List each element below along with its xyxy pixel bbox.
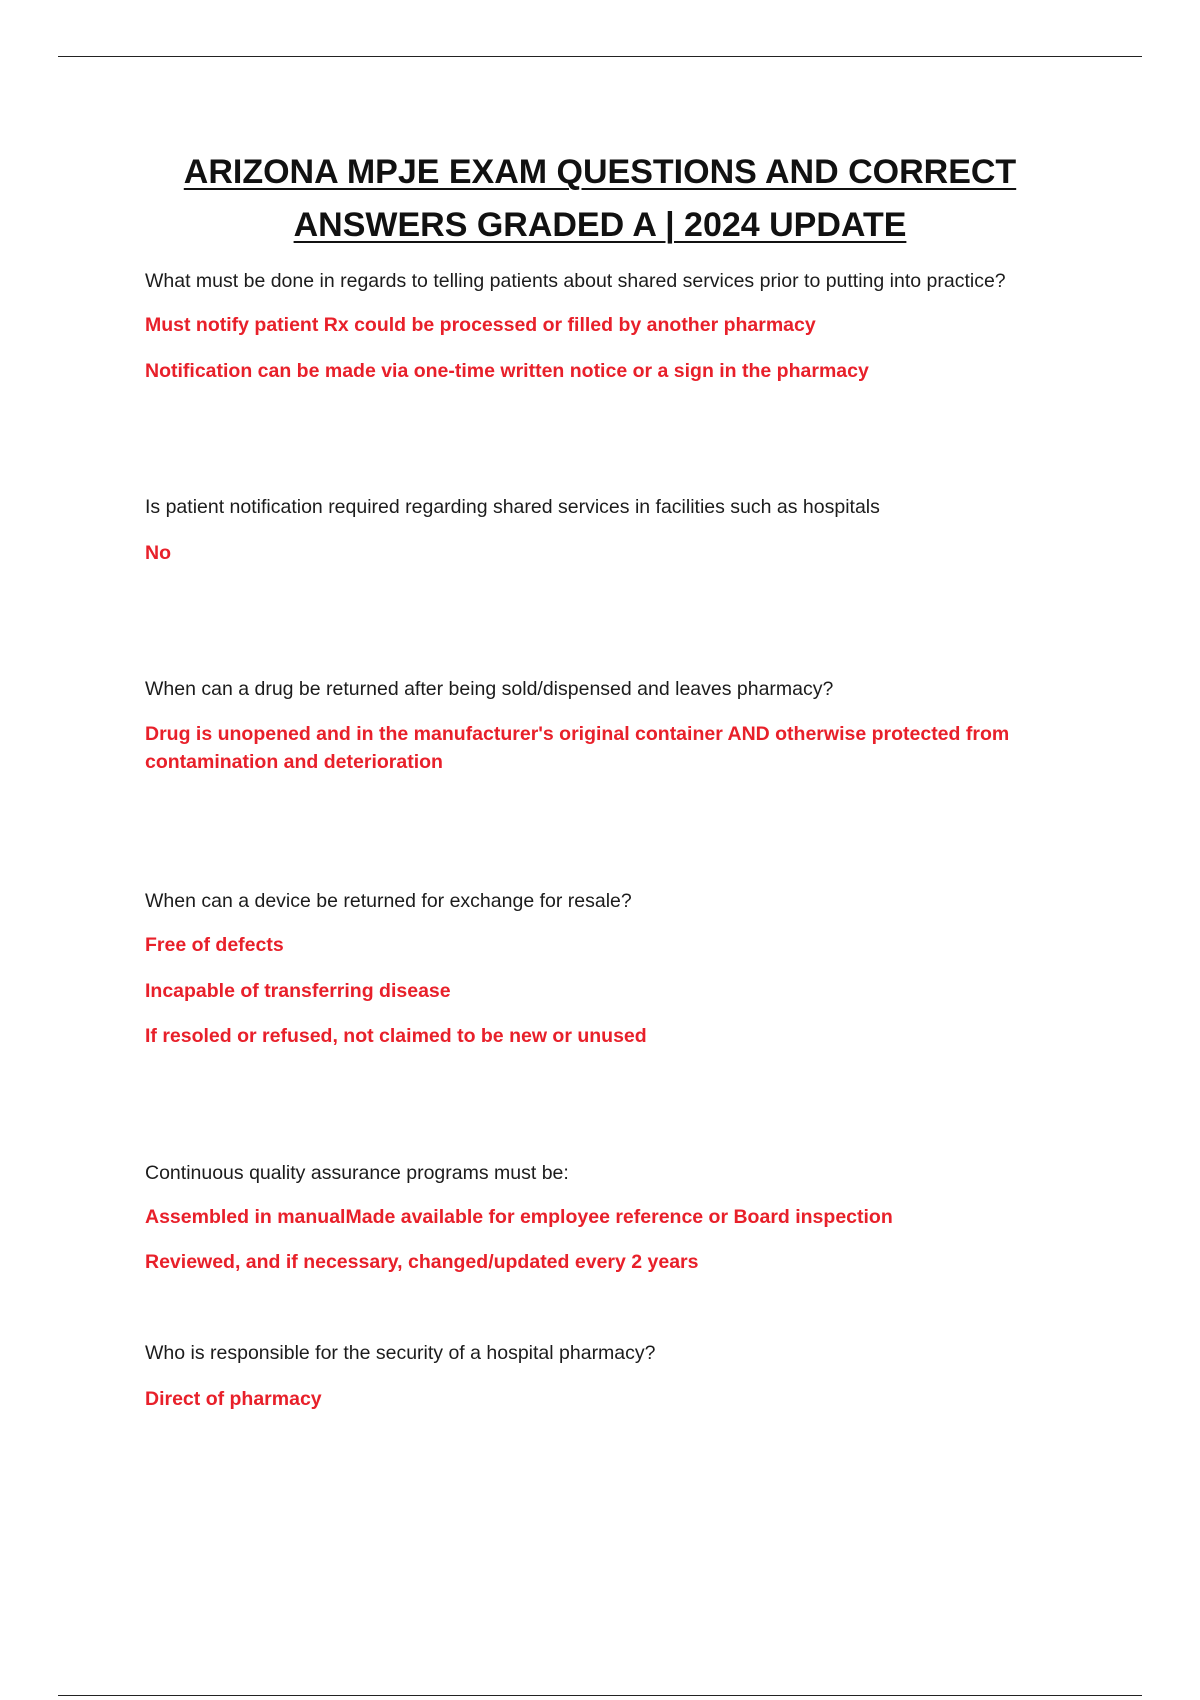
document-title [58,146,1142,252]
answer-1-1: Must notify patient Rx could be processed or filled by another pharmacy [145,314,816,336]
question-3: When can a drug be returned after being sold/dispensed and leaves pharmacy? [145,678,834,700]
question-2: Is patient notification required regarding shared services in facilities such as hospitals [145,496,880,518]
answer-4-2: Incapable of transferring disease [145,980,451,1002]
top-rule [58,56,1142,57]
answer-3-1: Drug is unopened and in the manufacturer's original container AND otherwise protected from contamination and deterioration [145,723,1010,773]
answer-6-1: Direct of pharmacy [145,1388,322,1410]
answer-5-2: Reviewed, and if necessary, changed/updated every 2 years [145,1251,699,1273]
answer-2-1: No [145,542,171,564]
answer-5-1: Assembled in manualMade available for employee reference or Board inspection [145,1206,893,1228]
question-1: What must be done in regards to telling patients about shared services prior to putting into practice? [145,270,1006,292]
title-line-2: ANSWERS GRADED A | 2024 UPDATE [293,206,907,244]
bottom-rule [58,1695,1142,1696]
title-line-1: ARIZONA MPJE EXAM QUESTIONS AND CORRECT [183,153,1017,191]
question-6: Who is responsible for the security of a hospital pharmacy? [145,1342,656,1364]
question-5: Continuous quality assurance programs must be: [145,1162,569,1184]
question-4: When can a device be returned for exchange for resale? [145,890,632,912]
answer-4-3: If resoled or refused, not claimed to be new or unused [145,1025,647,1047]
answer-1-2: Notification can be made via one-time written notice or a sign in the pharmacy [145,360,869,382]
answer-4-1: Free of defects [145,934,284,956]
